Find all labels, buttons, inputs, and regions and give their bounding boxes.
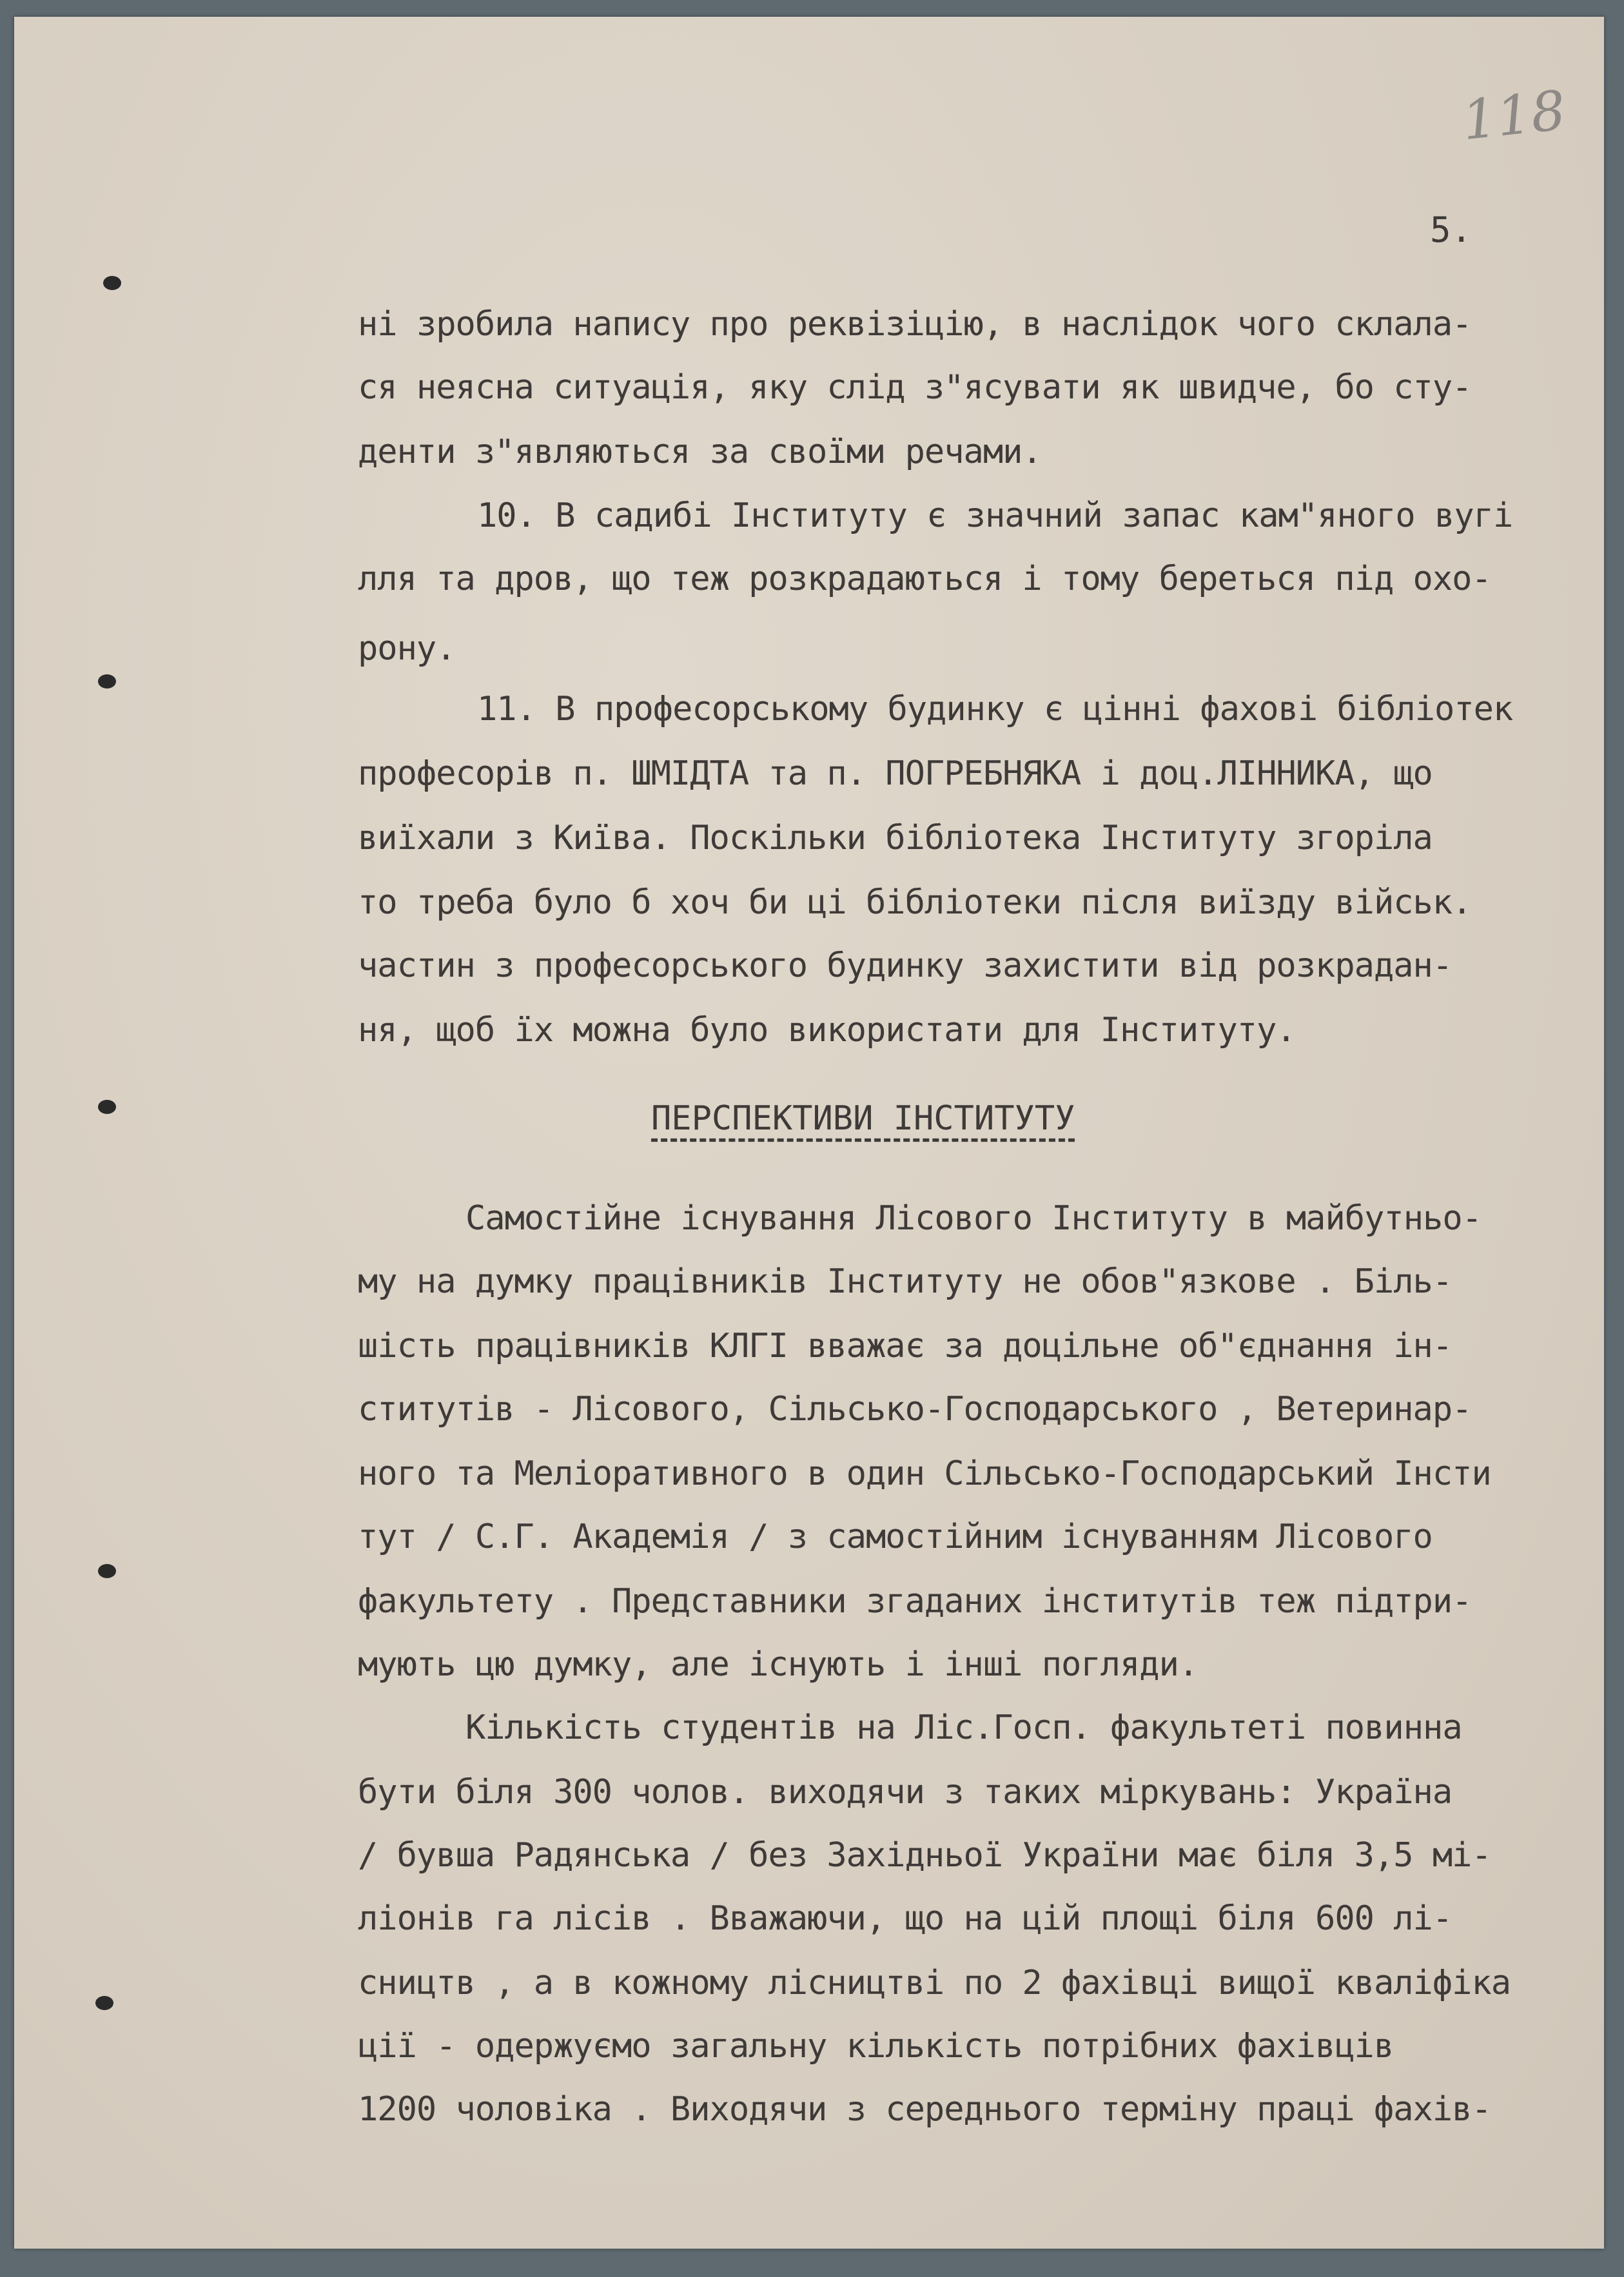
text-line: ститутів - Лісового, Сільсько-Господарського , Ветеринар- bbox=[358, 1390, 1472, 1429]
text-line: Самостійне існування Лісового Інституту в майбутньо- bbox=[465, 1199, 1482, 1238]
text-line: виїхали з Київа. Поскільки бібліотека Інституту згоріла bbox=[358, 819, 1433, 857]
text-line: денти з"являються за своїми речами. bbox=[358, 433, 1042, 471]
text-line: ліонів га лісів . Вважаючи, що на цій площі біля 600 лі- bbox=[358, 1899, 1453, 1938]
text-line: мують цю думку, але існують і інші погляди. bbox=[358, 1645, 1198, 1684]
text-line: Кількість студентів на Ліс.Госп. факультеті повинна bbox=[465, 1708, 1462, 1747]
text-line: сництв , а в кожному лісництві по 2 фахівці вищої кваліфіка bbox=[358, 1964, 1511, 2002]
punch-hole bbox=[95, 1996, 113, 2010]
text-line: ного та Меліоративного в один Сільсько-Господарський Інсти bbox=[358, 1454, 1491, 1493]
text-line: / бувша Радянська / без Західньої України має біля 3,5 мі- bbox=[358, 1836, 1491, 1875]
text-line: ня, щоб їх можна було використати для Інституту. bbox=[358, 1011, 1296, 1050]
text-line: ся неясна ситуація, яку слід з"ясувати як швидче, бо сту- bbox=[358, 368, 1472, 407]
text-line: то треба було б хоч би ці бібліотеки після виїзду військ. bbox=[358, 883, 1472, 922]
page-number: 5. bbox=[1430, 210, 1472, 250]
punch-hole bbox=[98, 1100, 116, 1114]
text-line: частин з професорського будинку захистити від розкрадан- bbox=[358, 946, 1453, 985]
text-line: ції - одержуємо загальну кількість потрібних фахівців bbox=[358, 2027, 1394, 2066]
text-line: рону. bbox=[358, 629, 456, 668]
text-line: 1200 чоловіка . Виходячи з середнього терміну праці фахів- bbox=[358, 2090, 1491, 2129]
text-line: бути біля 300 чолов. виходячи з таких міркувань: Україна bbox=[358, 1773, 1453, 1812]
text-line: 11. В професорському будинку є цінні фахові бібліотек bbox=[477, 690, 1513, 728]
archive-folio-number: 118 bbox=[1459, 78, 1569, 153]
text-line: лля та дров, що теж розкрадаються і тому береться під охо- bbox=[358, 560, 1491, 598]
section-heading: ПЕРСПЕКТИВИ ІНСТИТУТУ bbox=[651, 1099, 1075, 1138]
punch-hole bbox=[98, 1564, 116, 1578]
text-line: 10. В садибі Інституту є значний запас кам"яного вугі bbox=[477, 496, 1513, 535]
punch-hole bbox=[98, 674, 116, 689]
punch-hole bbox=[103, 276, 121, 290]
text-line: тут / С.Г. Академія / з самостійним існуванням Лісового bbox=[358, 1518, 1433, 1556]
text-line: факультету . Представники згаданих інститутів теж підтри- bbox=[358, 1582, 1472, 1621]
text-line: шість працівників КЛГІ вважає за доцільне об"єднання ін- bbox=[358, 1327, 1453, 1365]
text-line: ні зробила напису про реквізіцію, в наслідок чого склала- bbox=[358, 305, 1472, 344]
text-line: професорів п. ШМІДТА та п. ПОГРЕБНЯКА і доц.ЛІННИКА, що bbox=[358, 754, 1433, 793]
text-line: му на думку працівників Інституту не обов"язкове . Біль- bbox=[358, 1262, 1453, 1301]
